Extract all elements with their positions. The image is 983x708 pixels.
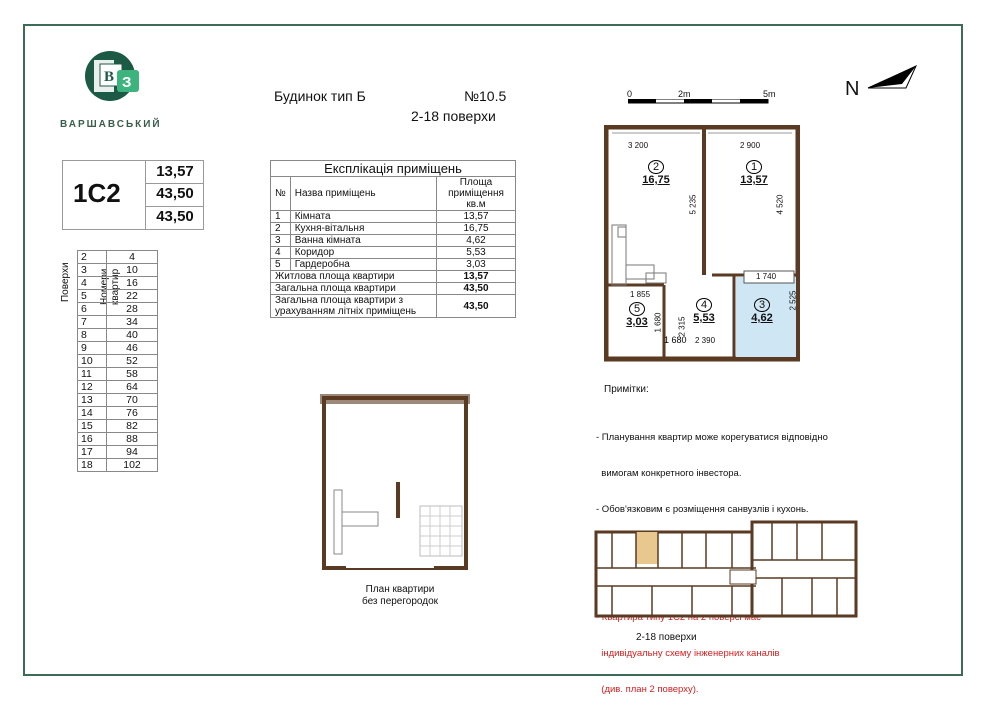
svg-text:1 680: 1 680	[664, 335, 687, 345]
scale-tick-5: 5m	[763, 89, 776, 99]
floor-row	[78, 290, 158, 303]
room-number: 4	[271, 247, 291, 259]
logo-text: ВАРШАВСЬКИЙ	[60, 119, 162, 130]
floor-number: 14	[78, 407, 107, 420]
room-area: 4,62	[437, 235, 516, 247]
floors-column-title: Поверхи	[60, 262, 71, 302]
total-row	[271, 283, 516, 295]
floor-row	[78, 355, 158, 368]
apartment-number: 16	[107, 277, 158, 290]
total-area: 43,50	[437, 283, 516, 295]
floor-number: 12	[78, 381, 107, 394]
col-name-header: Назва приміщень	[290, 177, 436, 211]
room-row	[271, 223, 516, 235]
apartment-plan-drawing	[604, 125, 800, 371]
room-1-label: 1 13,57	[740, 161, 768, 186]
area-total-summer: 43,50	[156, 208, 194, 225]
notes-title: Примітки:	[604, 384, 649, 395]
room-row	[271, 211, 516, 223]
floor-number: 3	[78, 264, 107, 277]
total-name: Загальна площа квартири	[271, 283, 437, 295]
floor-row	[78, 303, 158, 316]
apartment-number: 88	[107, 433, 158, 446]
building-type: Будинок тип Б	[274, 88, 366, 104]
floors-table	[77, 250, 158, 472]
floor-number: 10	[78, 355, 107, 368]
total-row	[271, 271, 516, 283]
svg-text:В: В	[104, 69, 115, 85]
floor-number: 11	[78, 368, 107, 381]
floor-row	[78, 342, 158, 355]
floor-number: 7	[78, 316, 107, 329]
apartment-number: 70	[107, 394, 158, 407]
floor-number: 15	[78, 420, 107, 433]
apartment-number: 58	[107, 368, 158, 381]
total-area: 13,57	[437, 271, 516, 283]
apartment-number: 40	[107, 329, 158, 342]
explication-table	[270, 160, 516, 318]
room-row	[271, 235, 516, 247]
apartments-column-title: Номери квартир	[99, 268, 121, 306]
room-row	[271, 247, 516, 259]
room-name: Ванна кімната	[290, 235, 436, 247]
floor-number: 4	[78, 277, 107, 290]
room-area: 3,03	[437, 259, 516, 271]
room-area: 13,57	[437, 211, 516, 223]
empty-plan-drawing	[320, 394, 470, 572]
floor-row	[78, 394, 158, 407]
room-name: Гардеробна	[290, 259, 436, 271]
dim-wardrobe-width: 1 855	[630, 290, 651, 299]
floor-row	[78, 420, 158, 433]
floor-row	[78, 446, 158, 459]
apartment-number: 94	[107, 446, 158, 459]
apartment-number: 4	[107, 251, 158, 264]
room-4-label: 4 5,53	[693, 299, 715, 324]
apartment-number: 46	[107, 342, 158, 355]
apartment-code: 1C2	[73, 178, 121, 208]
floor-number: 9	[78, 342, 107, 355]
room-area: 16,75	[437, 223, 516, 235]
dim-hall-height: 2 315	[677, 316, 687, 337]
floor-row	[78, 433, 158, 446]
floor-row	[78, 277, 158, 290]
north-arrow-icon	[866, 62, 920, 92]
dim-bath-width: 1 740	[756, 272, 777, 281]
dim-right-height: 4 520	[775, 194, 785, 215]
north-label: N	[845, 78, 860, 100]
room-name: Кухня-вітальня	[290, 223, 436, 235]
floor-number: 8	[78, 329, 107, 342]
room-5-label: 5 3,03	[626, 303, 648, 328]
room-number: 3	[271, 235, 291, 247]
floor-row	[78, 368, 158, 381]
floor-row	[78, 316, 158, 329]
floor-number: 6	[78, 303, 107, 316]
floors-label: 2-18 поверхи	[411, 108, 496, 124]
svg-text:З: З	[122, 74, 132, 91]
apartment-number: 10	[107, 264, 158, 277]
area-living: 13,57	[156, 163, 194, 180]
room-number: 2	[271, 223, 291, 235]
scale-tick-0: 0	[627, 89, 633, 99]
col-number-header: №	[271, 177, 291, 211]
total-name: Загальна площа квартири з урахуванням літніх приміщень	[271, 295, 437, 318]
empty-plan-caption-2: без перегородок	[361, 596, 439, 607]
floor-row	[78, 381, 158, 394]
dim-bath-height: 2 525	[788, 290, 798, 311]
dim-hall-width: 2 390	[695, 336, 716, 345]
scale-bar	[628, 99, 788, 105]
notes-list: - Планування квартир може корегуватися відповідно вимогам конкретного інвестора. - Обов'язковим є розміщення санвузлів і кухонь. індивідуальну схему інженерних каналів (див. план 2 поверху).	[596, 432, 828, 695]
room-name: Кімната	[290, 211, 436, 223]
room-2-label: 2 16,75	[642, 161, 670, 186]
room-row	[271, 259, 516, 271]
floor-number: 13	[78, 394, 107, 407]
apartment-number: 64	[107, 381, 158, 394]
col-area-header: Площа приміщення кв.м	[437, 177, 516, 211]
logo-emblem-icon	[80, 48, 160, 108]
apartment-number: 34	[107, 316, 158, 329]
room-number: 5	[271, 259, 291, 271]
room-3-label: 3 4,62	[751, 299, 773, 324]
sheet-number: №10.5	[464, 88, 507, 104]
total-area: 43,50	[437, 295, 516, 318]
floor-number: 2	[78, 251, 107, 264]
explication-title: Експлікація приміщень	[271, 161, 516, 177]
apartment-number: 102	[107, 459, 158, 472]
floor-row	[78, 264, 158, 277]
floor-number: 17	[78, 446, 107, 459]
room-name: Коридор	[290, 247, 436, 259]
floor-number: 18	[78, 459, 107, 472]
area-total: 43,50	[156, 185, 194, 202]
floor-row	[78, 459, 158, 472]
dim-wardrobe-height: 1 680	[653, 312, 663, 333]
building-floor-plan	[592, 520, 862, 620]
apartment-code-box	[62, 160, 204, 230]
floor-number: 5	[78, 290, 107, 303]
apartment-number: 52	[107, 355, 158, 368]
dim-left-width: 3 200	[628, 141, 649, 150]
total-name: Житлова площа квартири	[271, 271, 437, 283]
apartment-number: 22	[107, 290, 158, 303]
apartment-number: 82	[107, 420, 158, 433]
floorplan-caption: 2-18 поверхи	[636, 632, 697, 643]
total-row	[271, 295, 516, 318]
floor-number: 16	[78, 433, 107, 446]
floor-row	[78, 329, 158, 342]
dim-right-width: 2 900	[740, 141, 761, 150]
scale-tick-2: 2m	[678, 89, 691, 99]
apartment-number: 76	[107, 407, 158, 420]
room-area: 5,53	[437, 247, 516, 259]
empty-plan-caption-1: План квартири	[365, 584, 435, 595]
dim-left-height: 5 235	[688, 194, 698, 215]
room-number: 1	[271, 211, 291, 223]
floor-row	[78, 251, 158, 264]
floor-row	[78, 407, 158, 420]
apartment-number: 28	[107, 303, 158, 316]
